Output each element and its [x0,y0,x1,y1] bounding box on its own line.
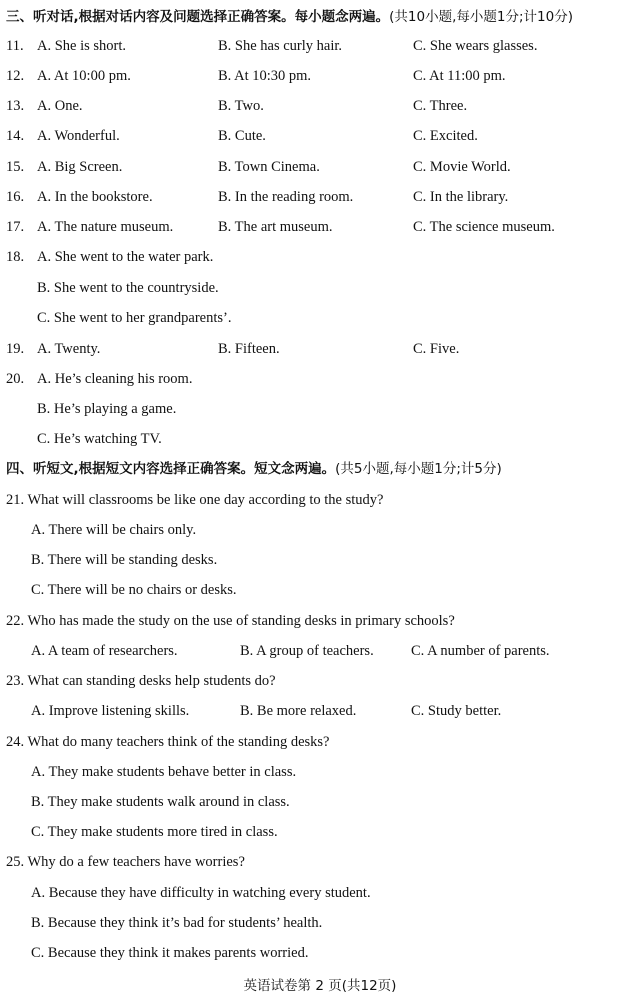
option-a: A. In the bookstore. [37,189,153,205]
question-stem: 25. Why do a few teachers have worries? [6,854,245,870]
section-3-title [6,8,640,26]
option-b: B. In the reading room. [218,189,354,205]
option-b: B. She went to the countryside. [37,280,219,296]
question-stem: 23. What can standing desks help students do? [6,673,276,689]
question-stem: 22. Who has made the study on the use of standing desks in primary schools? [6,613,455,629]
option-b: B. There will be standing desks. [31,552,218,568]
option-c: C. He’s watching TV. [37,431,162,447]
page-footer: 英语试卷第 2 页(共12页) [243,978,397,994]
option-c: C. At 11:00 pm. [413,68,506,84]
option-a: A. One. [37,98,83,114]
option-b: B. Two. [218,98,264,114]
option-b: B. Because they think it’s bad for students’ health. [31,915,323,931]
option-a: A. Because they have difficulty in watching every student. [31,885,371,901]
question-stem: 24. What do many teachers think of the standing desks? [6,734,330,750]
option-b: B. A group of teachers. [240,643,374,659]
section-4-title [6,460,640,478]
question-number: 17. [6,219,25,235]
question-stem: 21. What will classrooms be like one day according to the study? [6,492,384,508]
option-a: A. At 10:00 pm. [37,68,131,84]
question-number: 11. [6,38,24,54]
option-a: A. She went to the water park. [37,249,214,265]
option-b: B. Be more relaxed. [240,703,357,719]
question-number: 14. [6,128,25,144]
option-b: B. They make students walk around in class. [31,794,290,810]
question-number: 13. [6,98,25,114]
option-b: B. Cute. [218,128,266,144]
option-c: C. Excited. [413,128,478,144]
section-3-heading: 三、听对话,根据对话内容及问题选择正确答案。每小题念两遍。 [6,9,390,25]
question-number: 15. [6,159,25,175]
option-a: A. She is short. [37,38,127,54]
question-number: 18. [6,249,25,265]
question-number: 16. [6,189,25,205]
section-4-note: (共5小题,每小题1分;计5分) [335,461,502,477]
option-a: A. A team of researchers. [31,643,178,659]
option-c: C. Five. [413,341,460,357]
option-b: B. She has curly hair. [218,38,343,54]
option-a: A. There will be chairs only. [31,522,197,538]
option-c: C. Study better. [411,703,502,719]
section-4-heading: 四、听短文,根据短文内容选择正确答案。短文念两遍。 [6,461,336,477]
question-number: 12. [6,68,25,84]
option-b: B. At 10:30 pm. [218,68,312,84]
option-b: B. The art museum. [218,219,333,235]
option-b: B. Town Cinema. [218,159,320,175]
option-c: C. They make students more tired in class. [31,824,278,840]
option-a: A. He’s cleaning his room. [37,371,193,387]
option-b: B. He’s playing a game. [37,401,177,417]
option-c: C. There will be no chairs or desks. [31,582,237,598]
option-a: A. The nature museum. [37,219,174,235]
option-c: C. Movie World. [413,159,511,175]
option-a: A. Improve listening skills. [31,703,190,719]
option-c: C. The science museum. [413,219,555,235]
option-a: A. Wonderful. [37,128,120,144]
section-3-note: (共10小题,每小题1分;计10分) [389,9,573,25]
question-number: 20. [6,371,25,387]
option-c: C. She went to her grandparents’. [37,310,232,326]
option-b: B. Fifteen. [218,341,280,357]
option-a: A. Twenty. [37,341,101,357]
option-c: C. She wears glasses. [413,38,538,54]
question-number: 19. [6,341,25,357]
option-c: C. In the library. [413,189,509,205]
option-a: A. Big Screen. [37,159,123,175]
option-c: C. A number of parents. [411,643,550,659]
option-c: C. Because they think it makes parents worried. [31,945,309,961]
option-a: A. They make students behave better in class. [31,764,297,780]
option-c: C. Three. [413,98,468,114]
